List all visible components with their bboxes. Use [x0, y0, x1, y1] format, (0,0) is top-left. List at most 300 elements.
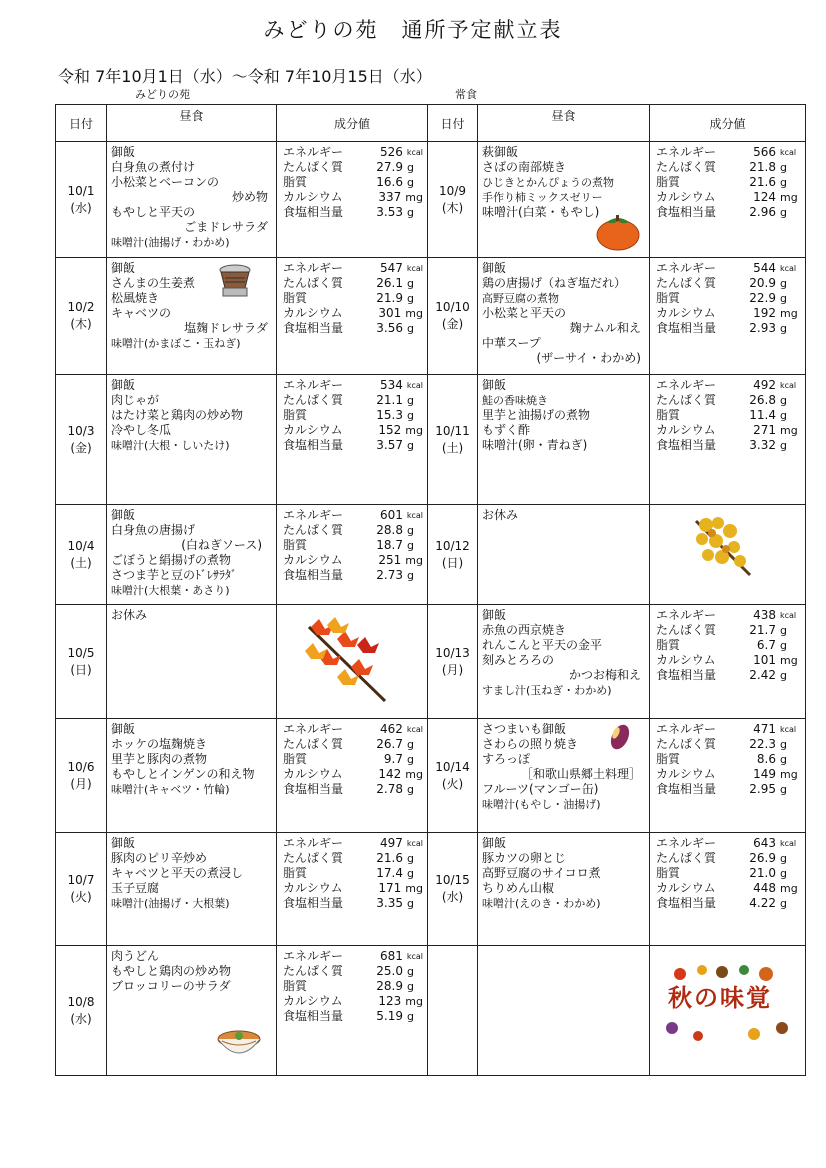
- nutrient-label: たんぱく質: [283, 276, 344, 290]
- nutrient-value: 438: [753, 608, 776, 622]
- nutrient-value: 492: [753, 378, 776, 392]
- nutrient-row: [656, 190, 801, 205]
- menu-item: ホッケの塩麹焼き: [111, 737, 208, 751]
- nutrient-label: カルシウム: [283, 881, 343, 895]
- date-cell: [428, 142, 478, 258]
- nutrient-row: [656, 160, 801, 175]
- nutrient-unit: g: [407, 524, 414, 537]
- nutrient-unit: g: [407, 539, 414, 552]
- menu-table: [55, 104, 806, 1076]
- nutrient-label: 脂質: [656, 752, 681, 766]
- nutrient-row: [656, 175, 801, 190]
- nutrient-unit: mg: [780, 654, 798, 667]
- nutrient-row: [656, 623, 801, 638]
- nutrient-unit: g: [407, 439, 414, 452]
- nutrient-row: [656, 767, 801, 782]
- nutrient-value: 643: [753, 836, 776, 850]
- page-title: みどりの苑 通所予定献立表: [263, 18, 563, 42]
- nutrient-row: [656, 306, 801, 321]
- nutrient-label: エネルギー: [283, 836, 344, 850]
- menu-item: 御飯: [482, 836, 507, 850]
- menu-item: ごまドレサラダ: [184, 220, 268, 234]
- nutrient-value: 497: [379, 836, 403, 850]
- nutrient-value: 462: [379, 722, 403, 736]
- nutrient-label: エネルギー: [656, 145, 717, 159]
- nutrient-row: [283, 782, 423, 797]
- menu-item: 肉じゃが: [111, 393, 160, 407]
- date-text: 10/4: [67, 538, 95, 553]
- nutrient-row: [283, 949, 423, 964]
- nutrient-unit: g: [780, 753, 787, 766]
- nutrient-value: 4.22: [749, 896, 776, 910]
- nutrient-value: 22.9: [749, 291, 776, 305]
- nutrient-label: 食塩相当量: [656, 668, 717, 682]
- nutrient-unit: g: [780, 738, 787, 751]
- nutrient-label: エネルギー: [283, 949, 344, 963]
- nutrient-label: たんぱく質: [283, 393, 344, 407]
- nutrient-label: エネルギー: [283, 145, 344, 159]
- nutrient-row: [283, 568, 423, 583]
- table-row: [56, 605, 806, 719]
- nutrient-value: 21.7: [749, 623, 776, 637]
- nutrient-value: 5.19: [376, 1009, 403, 1023]
- nutrient-label: 脂質: [656, 291, 681, 305]
- nutrition-cell: [277, 142, 428, 258]
- maple-illustration: [305, 613, 395, 711]
- day-of-week: (火): [70, 890, 92, 904]
- nutrient-label: エネルギー: [656, 836, 717, 850]
- menu-item: 味噌汁(卵・青ねぎ): [482, 438, 588, 452]
- date-cell: [428, 605, 478, 719]
- menu-item: 里芋と豚肉の煮物: [111, 752, 208, 766]
- nutrient-label: 食塩相当量: [283, 438, 344, 452]
- nutrition-cell: [650, 605, 806, 719]
- nutrient-value: 11.4: [749, 408, 776, 422]
- nutrient-unit: mg: [405, 307, 423, 320]
- nutrient-label: カルシウム: [656, 767, 716, 781]
- nutrient-row: [656, 438, 801, 453]
- nutrient-label: たんぱく質: [283, 523, 344, 537]
- nutrient-unit: kcal: [780, 381, 797, 390]
- menu-item: ごぼうと絹揚げの煮物: [111, 553, 232, 567]
- nutrient-unit: g: [407, 852, 414, 865]
- date-cell: [56, 258, 107, 375]
- day-of-week: (水): [70, 1011, 92, 1026]
- nutrition-cell: [277, 946, 428, 1076]
- date-text: 10/14: [435, 759, 470, 774]
- date-cell: [428, 833, 478, 946]
- menu-item: 手作り柿ミックスゼリー: [482, 191, 603, 204]
- nutrient-value: 101: [753, 653, 776, 667]
- lunch-menu-cell: [478, 375, 650, 505]
- nutrition-cell: [650, 375, 806, 505]
- menu-item: (ザーサイ・わかめ): [536, 351, 641, 365]
- lunch-header: 昼食: [107, 105, 277, 142]
- date-text: 10/8: [67, 994, 95, 1009]
- menu-item: 高野豆腐の煮物: [482, 292, 559, 305]
- nutrient-row: [283, 321, 423, 336]
- nutrient-label: カルシウム: [656, 423, 716, 437]
- nutrient-row: [283, 866, 423, 881]
- menu-item: 肉うどん: [111, 949, 160, 963]
- day-of-week: (金): [70, 440, 92, 455]
- date-text: 10/15: [435, 873, 470, 887]
- nutrient-value: 18.7: [376, 538, 403, 552]
- nutrient-row: [283, 722, 423, 737]
- lunch-menu-cell: [107, 142, 277, 258]
- nutrient-label: カルシウム: [283, 190, 343, 204]
- nutrient-unit: g: [780, 639, 787, 652]
- nutrient-row: [283, 175, 423, 190]
- nutrient-row: [656, 276, 801, 291]
- date-cell: [428, 946, 478, 1076]
- nutrient-row: [283, 393, 423, 408]
- nutrient-label: 脂質: [283, 291, 308, 305]
- nutrient-unit: g: [407, 206, 414, 219]
- nutrient-unit: g: [407, 867, 414, 880]
- nutrient-row: [656, 291, 801, 306]
- lunch-menu-cell: [107, 833, 277, 946]
- menu-item: はたけ菜と鶏肉の炒め物: [111, 408, 244, 422]
- nutrient-value: 547: [379, 261, 403, 275]
- nutrient-unit: g: [780, 277, 787, 290]
- lunch-menu-cell: [107, 719, 277, 833]
- nutrient-row: [283, 836, 423, 851]
- date-cell: [56, 946, 107, 1076]
- nutrient-unit: kcal: [780, 264, 797, 273]
- nutrient-value: 21.6: [376, 851, 403, 865]
- menu-item: 小松菜と平天の: [482, 306, 567, 320]
- menu-item: 味噌汁(キャベツ・竹輪): [111, 783, 230, 796]
- nutrient-row: [656, 782, 801, 797]
- persimmon-illustration: [595, 211, 641, 255]
- menu-item: もやしと平天の: [111, 205, 196, 219]
- nutrient-value: 2.78: [376, 782, 403, 796]
- nutrient-label: エネルギー: [283, 508, 344, 522]
- nutrient-unit: mg: [780, 882, 798, 895]
- nutrient-row: [283, 964, 423, 979]
- menu-item: すろっぽ: [482, 752, 531, 766]
- nutrient-row: [283, 553, 423, 568]
- nutrient-label: 脂質: [283, 175, 308, 189]
- nutrient-unit: g: [407, 980, 414, 993]
- nutrient-unit: kcal: [780, 839, 797, 848]
- nutrient-label: カルシウム: [283, 553, 343, 567]
- nutrient-unit: g: [780, 852, 787, 865]
- nutrient-unit: mg: [405, 995, 423, 1008]
- nutrient-value: 2.42: [749, 668, 776, 682]
- nutrient-unit: g: [407, 394, 414, 407]
- nutrient-value: 22.3: [749, 737, 776, 751]
- nutrient-unit: kcal: [406, 148, 423, 157]
- nutrient-value: 20.9: [749, 276, 776, 290]
- menu-item: 赤魚の西京焼き: [482, 623, 567, 637]
- grill-illustration: [215, 262, 255, 304]
- nutrient-label: 食塩相当量: [656, 205, 717, 219]
- nutrient-value: 123: [378, 994, 402, 1008]
- lunch-menu-cell: [478, 946, 650, 1076]
- menu-item: お休み: [111, 608, 148, 622]
- nutrient-label: 食塩相当量: [283, 1009, 344, 1023]
- nutrient-value: 2.73: [376, 568, 403, 582]
- day-of-week: (金): [441, 317, 464, 331]
- nutrient-row: [283, 190, 423, 205]
- table-row: [56, 719, 806, 833]
- nutrient-unit: g: [407, 322, 414, 335]
- nutrient-value: 21.6: [749, 175, 776, 189]
- nutrient-row: [283, 291, 423, 306]
- nutrient-unit: g: [780, 322, 787, 335]
- date-cell: [56, 375, 107, 505]
- nutrient-unit: g: [407, 897, 414, 910]
- table-row: [56, 375, 806, 505]
- nutrient-unit: g: [780, 624, 787, 637]
- date-cell: [56, 605, 107, 719]
- nutrient-unit: g: [407, 783, 414, 796]
- nutrient-value: 566: [753, 145, 776, 159]
- menu-item: ひじきとかんぴょうの煮物: [482, 176, 614, 189]
- menu-item: 御飯: [111, 145, 136, 159]
- nutrient-value: 2.95: [749, 782, 776, 796]
- nutrient-label: カルシウム: [656, 653, 716, 667]
- nutrient-row: [283, 438, 423, 453]
- nutrient-label: 脂質: [283, 752, 308, 766]
- menu-item: 味噌汁(かまぼこ・玉ねぎ): [111, 337, 241, 350]
- nutrient-row: [283, 508, 423, 523]
- nutrient-row: [656, 261, 801, 276]
- table-row: [56, 258, 806, 375]
- nutrient-value: 526: [379, 145, 403, 159]
- table-row: [56, 142, 806, 258]
- nutrient-label: 脂質: [656, 408, 681, 422]
- nutrient-row: [656, 145, 801, 160]
- nutrient-value: 124: [753, 190, 776, 204]
- menu-item: もやしとインゲンの和え物: [111, 767, 255, 781]
- nutrient-row: [656, 836, 801, 851]
- nutrient-unit: g: [407, 277, 414, 290]
- menu-item: 刻みとろろの: [482, 653, 555, 667]
- nutrient-label: 脂質: [283, 979, 308, 993]
- nutrient-unit: g: [780, 783, 787, 796]
- day-of-week: (月): [441, 662, 464, 677]
- menu-item: 麹ナムル和え: [569, 321, 641, 335]
- nutrient-row: [656, 896, 801, 911]
- date-header: 日付: [56, 105, 107, 142]
- date-cell: [56, 833, 107, 946]
- nutrient-row: [283, 851, 423, 866]
- nutrient-label: たんぱく質: [283, 737, 344, 751]
- nutrient-label: エネルギー: [656, 261, 717, 275]
- nutrient-label: 食塩相当量: [283, 205, 344, 219]
- udon-bowl-illustration: [216, 1023, 262, 1069]
- date-cell: [56, 719, 107, 833]
- nutrient-label: 脂質: [656, 175, 681, 189]
- nutrient-row: [283, 752, 423, 767]
- menu-item: 高野豆腐のサイコロ煮: [482, 866, 601, 880]
- nutrient-value: 534: [379, 378, 403, 392]
- nutrient-value: 17.4: [376, 866, 403, 880]
- lunch-menu-cell: [107, 505, 277, 605]
- nutrient-value: 3.53: [376, 205, 403, 219]
- nutrient-label: 食塩相当量: [283, 782, 344, 796]
- menu-item: 味噌汁(えのき・わかめ): [482, 897, 601, 910]
- nutrient-unit: g: [780, 439, 787, 452]
- menu-item: 御飯: [482, 261, 507, 275]
- nutrient-row: [283, 378, 423, 393]
- lunch-menu-cell: [478, 833, 650, 946]
- menu-item: もずく酢: [482, 423, 531, 437]
- date-text: 10/10: [435, 300, 470, 314]
- menu-item: さばの南部焼き: [482, 160, 567, 174]
- menu-item: さつまいも御飯: [482, 722, 567, 736]
- menu-item: 御飯: [111, 722, 136, 736]
- nutrition-cell: [650, 142, 806, 258]
- nutrition-cell: [277, 605, 428, 719]
- nutrient-label: カルシウム: [283, 306, 343, 320]
- menu-item: 味噌汁(油揚げ・わかめ): [111, 236, 230, 249]
- date-header: 日付: [428, 105, 478, 142]
- nutrient-label: エネルギー: [656, 378, 717, 392]
- lunch-header: 昼食: [478, 105, 650, 142]
- nutrient-row: [283, 523, 423, 538]
- menu-item: 味噌汁(白菜・もやし): [482, 205, 600, 219]
- nutrient-value: 301: [378, 306, 402, 320]
- menu-item: 鶏の唐揚げ（ねぎ塩だれ）: [482, 276, 627, 290]
- nutrient-row: [656, 638, 801, 653]
- nutrient-label: たんぱく質: [656, 276, 717, 290]
- nutrient-row: [656, 752, 801, 767]
- nutrient-value: 192: [753, 306, 776, 320]
- menu-period: 令和 7年10月1日（水）〜令和 7年10月15日（水）: [58, 67, 432, 86]
- nutrient-value: 8.6: [756, 752, 776, 766]
- nutrition-cell: [650, 946, 806, 1076]
- menu-item: 豚カツの卵とじ: [482, 851, 567, 865]
- nutrient-label: エネルギー: [283, 261, 344, 275]
- lunch-menu-cell: [107, 375, 277, 505]
- nutrient-unit: mg: [780, 191, 798, 204]
- menu-item: 鮭の香味焼き: [482, 394, 548, 407]
- nutrient-unit: mg: [405, 554, 423, 567]
- nutrient-value: 21.1: [376, 393, 403, 407]
- menu-item: フルーツ(マンゴー缶): [482, 782, 599, 796]
- menu-item: 御飯: [482, 378, 507, 392]
- nutrient-row: [283, 205, 423, 220]
- nutrient-unit: g: [780, 409, 787, 422]
- nutrient-value: 21.9: [376, 291, 403, 305]
- date-cell: [428, 719, 478, 833]
- nutrient-row: [656, 205, 801, 220]
- nutrient-value: 26.8: [749, 393, 776, 407]
- menu-item: 里芋と油揚げの煮物: [482, 408, 591, 422]
- nutrient-value: 251: [378, 553, 402, 567]
- nutrition-cell: [277, 833, 428, 946]
- lunch-menu-cell: [478, 142, 650, 258]
- nutrient-label: 脂質: [283, 408, 308, 422]
- menu-item: もやしと鶏肉の炒め物: [111, 964, 232, 978]
- nutrient-value: 27.9: [376, 160, 403, 174]
- menu-item: ブロッコリーのサラダ: [111, 979, 231, 993]
- lunch-menu-cell: [107, 946, 277, 1076]
- nutrient-row: [656, 851, 801, 866]
- nutrient-row: [656, 321, 801, 336]
- menu-item: 御飯: [111, 378, 136, 392]
- nutrient-row: [283, 767, 423, 782]
- menu-item: れんこんと平天の金平: [482, 638, 603, 652]
- nutrient-value: 21.0: [749, 866, 776, 880]
- nutrient-row: [656, 653, 801, 668]
- nutrition-cell: [650, 505, 806, 605]
- nutrient-value: 3.35: [376, 896, 403, 910]
- nutrient-value: 544: [753, 261, 776, 275]
- nutrient-unit: mg: [780, 768, 798, 781]
- nutrient-unit: g: [407, 176, 414, 189]
- nutrient-unit: kcal: [406, 381, 423, 390]
- nutrient-unit: g: [780, 897, 787, 910]
- nutrient-value: 3.57: [376, 438, 403, 452]
- nutrient-label: 食塩相当量: [656, 896, 717, 910]
- menu-item: 御飯: [111, 508, 136, 522]
- date-text: 10/3: [67, 423, 95, 438]
- nutrient-value: 601: [379, 508, 403, 522]
- nutrient-unit: g: [780, 206, 787, 219]
- nutrition-cell: [277, 719, 428, 833]
- nutrient-label: カルシウム: [283, 767, 343, 781]
- nutrient-label: 食塩相当量: [283, 321, 344, 335]
- date-text: 10/5: [67, 645, 95, 660]
- nutrient-value: 152: [378, 423, 402, 437]
- nutrient-row: [283, 979, 423, 994]
- menu-item: かつお梅和え: [568, 668, 641, 682]
- nutrient-value: 3.56: [376, 321, 403, 335]
- nutrient-value: 681: [379, 949, 403, 963]
- nutrient-row: [283, 896, 423, 911]
- nutrient-unit: g: [780, 669, 787, 682]
- nutrient-value: 2.96: [749, 205, 776, 219]
- menu-item: すまし汁(玉ねぎ・わかめ): [482, 684, 612, 697]
- nutrient-label: たんぱく質: [656, 623, 717, 637]
- nutrient-label: 食塩相当量: [656, 321, 717, 335]
- nutrient-label: エネルギー: [656, 608, 717, 622]
- nutrition-header: 成分値: [277, 105, 428, 142]
- menu-item: 味噌汁(大根葉・あさり): [111, 584, 230, 597]
- nutrition-cell: [650, 833, 806, 946]
- lunch-menu-cell: [478, 505, 650, 605]
- nutrient-unit: kcal: [406, 952, 423, 961]
- nutrient-unit: kcal: [780, 148, 797, 157]
- nutrient-label: 脂質: [656, 638, 681, 652]
- date-cell: [428, 505, 478, 605]
- sweet-potato-illustration: [605, 721, 635, 755]
- date-text: 10/1: [67, 183, 95, 198]
- menu-item: ちりめん山椒: [482, 881, 555, 895]
- nutrition-cell: [650, 258, 806, 375]
- lunch-menu-cell: [478, 258, 650, 375]
- nutrient-unit: g: [780, 867, 787, 880]
- nutrient-value: 142: [378, 767, 402, 781]
- nutrient-unit: g: [407, 965, 414, 978]
- nutrient-unit: g: [780, 394, 787, 407]
- nutrient-label: カルシウム: [656, 190, 716, 204]
- nutrient-value: 26.9: [749, 851, 776, 865]
- day-of-week: (水): [441, 890, 464, 904]
- menu-item: さんまの生姜煮: [111, 276, 196, 290]
- day-of-week: (木): [70, 317, 92, 331]
- day-of-week: (月): [70, 776, 92, 791]
- lunch-menu-cell: [478, 605, 650, 719]
- menu-item: お休み: [482, 508, 519, 522]
- menu-item: (白ねぎソース): [181, 538, 262, 552]
- nutrient-value: 9.7: [383, 752, 403, 766]
